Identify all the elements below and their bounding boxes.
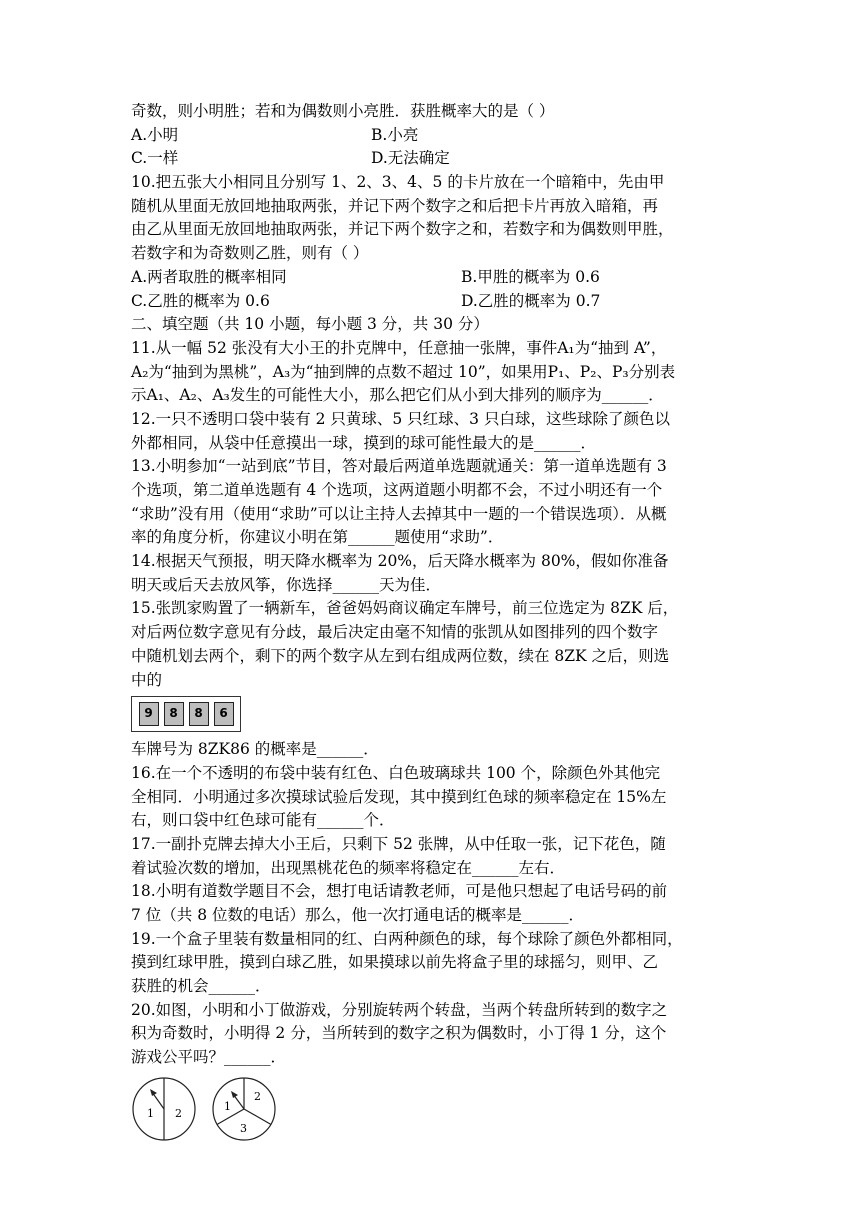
- q9-option-d: D.无法确定: [371, 149, 450, 168]
- q12-line-1: 12.一只不透明口袋中装有 2 只黄球、5 只红球、3 只白球，这些球除了颜色以: [131, 409, 670, 428]
- q10-option-c: C.乙胜的概率为 0.6: [131, 291, 270, 310]
- q17-line-1: 17.一副扑克牌去掉大小王后，只剩下 52 张牌，从中任取一张，记下花色，随: [131, 834, 666, 853]
- q9-options-row1: [131, 124, 731, 148]
- q16-line-3: 右，则口袋中红色球可能有______个．: [131, 811, 395, 830]
- q10-option-a: A.两者取胜的概率相同: [131, 267, 287, 286]
- spinner2-label: 2: [254, 1089, 261, 1103]
- q18-line-1: 18.小明有道数学题目不会，想打电话请教老师，可是他只想起了电话号码的前: [131, 882, 668, 901]
- q10-options-row2: [131, 290, 731, 314]
- q9-options-row2: [131, 147, 731, 171]
- spinner1-label: 2: [175, 1106, 182, 1120]
- q19-line-2: 摸到红球甲胜，摸到白球乙胜，如果摸球以前先将盒子里的球摇匀，则甲、乙: [131, 953, 659, 972]
- q15-line-2: 对后两位数字意见有分歧，最后决定由毫不知情的张凯从如图排列的四个数字: [131, 623, 659, 642]
- spinner2-label: 3: [240, 1121, 247, 1135]
- q19-line-1: 19.一个盒子里装有数量相同的红、白两种颜色的球，每个球除了颜色外都相同，: [131, 929, 683, 948]
- q10-option-d: D.乙胜的概率为 0.7: [461, 291, 601, 310]
- spinner-three-sector: [211, 1076, 277, 1142]
- q19-line-3: 获胜的机会______．: [131, 977, 271, 996]
- q13-line-4: 率的角度分析，你建议小明在第______题使用“求助”．: [131, 528, 504, 547]
- q10-option-b: B.甲胜的概率为 0.6: [461, 267, 600, 286]
- q20-line-2: 积为奇数时，小明得 2 分，当所转到的数字之积为偶数时，小丁得 1 分，这个: [131, 1024, 667, 1043]
- spinner1-label: 1: [147, 1106, 154, 1120]
- q9-option-b: B.小亮: [371, 125, 419, 144]
- q16-line-2: 全相同．小明通过多次摸球试验后发现，其中摸到红色球的频率稳定在 15%左: [131, 787, 667, 806]
- spinner2-label: 1: [224, 1099, 231, 1113]
- q13-line-2: 个选项，第二道单选题有 4 个选项，这两道题小明都不会，不过小明还有一个: [131, 481, 663, 499]
- digit-card: 8: [189, 702, 209, 726]
- q15-line-3: 中随机划去两个，剩下的两个数字从左到右组成两位数，续在 8ZK 之后，则选: [131, 646, 670, 665]
- document-content: [131, 100, 731, 1142]
- digit-card: 9: [139, 702, 159, 726]
- section-2-heading: 二、填空题（共 10 小题，每小题 3 分，共 30 分）: [131, 315, 489, 334]
- q10-line-3: 由乙从里面无放回地抽取两张，并记下两个数字之和，若数字和为偶数则甲胜，: [131, 220, 674, 239]
- q15-line-5: 车牌号为 8ZK86 的概率是______．: [131, 740, 379, 759]
- q9-option-a: A.小明: [131, 125, 179, 144]
- q20-line-1: 20.如图，小明和小丁做游戏，分别旋转两个转盘，当两个转盘所转到的数字之: [131, 1000, 668, 1019]
- q9-option-c: C.一样: [131, 149, 179, 168]
- q18-line-2: 7 位（共 8 位数的电话）那么，他一次打通电话的概率是______．: [131, 906, 585, 924]
- q13-line-1: 13.小明参加“一站到底”节目，答对最后两道单选题就通关：第一道单选题有 3: [131, 457, 667, 476]
- q10-line-4: 若数字和为奇数则乙胜，则有（ ）: [131, 244, 369, 263]
- q10-options-row1: [131, 266, 731, 290]
- digit-cards-figure: [131, 696, 241, 732]
- spinner-two-sector: [131, 1076, 197, 1142]
- digit-card: 6: [214, 702, 234, 726]
- digit-card: 8: [164, 702, 184, 726]
- q20-line-3: 游戏公平吗？______．: [131, 1048, 287, 1067]
- q15-line-4: 中的: [131, 670, 163, 689]
- q11-line-1: 11.从一幅 52 张没有大小王的扑克牌中，任意抽一张牌，事件A₁为“抽到 A”，: [131, 338, 667, 357]
- q10-line-1: 10.把五张大小相同且分别写 1、2、3、4、5 的卡片放在一个暗箱中，先由甲: [131, 173, 665, 192]
- q16-line-1: 16.在一个不透明的布袋中装有红色、白色玻璃球共 100 个，除颜色外其他完: [131, 763, 661, 782]
- q11-line-2: A₂为“抽到为黑桃”，A₃为“抽到牌的点数不超过 10”，如果用P₁、P₂、P₃分别表: [131, 362, 676, 381]
- q17-line-2: 着试验次数的增加，出现黑桃花色的频率将稳定在______左右．: [131, 858, 566, 877]
- q12-line-2: 外都相同，从袋中任意摸出一球，摸到的球可能性最大的是______．: [131, 433, 597, 452]
- q14-line-1: 14.根据天气预报，明天降水概率为 20%，后天降水概率为 80%，假如你准备: [131, 552, 669, 571]
- q11-line-3: 示A₁、A₂、A₃发生的可能性大小，那么把它们从小到大排列的顺序为______．: [131, 386, 664, 405]
- q10-line-2: 随机从里面无放回地抽取两张，并记下两个数字之和后把卡片再放入暗箱，再: [131, 196, 659, 215]
- spinners-figure: [131, 1076, 731, 1142]
- q13-line-3: “求助”没有用（使用“求助”可以让主持人去掉其中一题的一个错误选项）．从概: [131, 504, 667, 523]
- q15-line-1: 15.张凯家购置了一辆新车，爸爸妈妈商议确定车牌号，前三位选定为 8ZK 后，: [131, 599, 679, 618]
- q14-line-2: 明天或后天去放风筝，你选择______天为佳．: [131, 575, 442, 594]
- q9-stem-line: 奇数，则小明胜；若和为偶数则小亮胜．获胜概率大的是（ ）: [131, 102, 555, 120]
